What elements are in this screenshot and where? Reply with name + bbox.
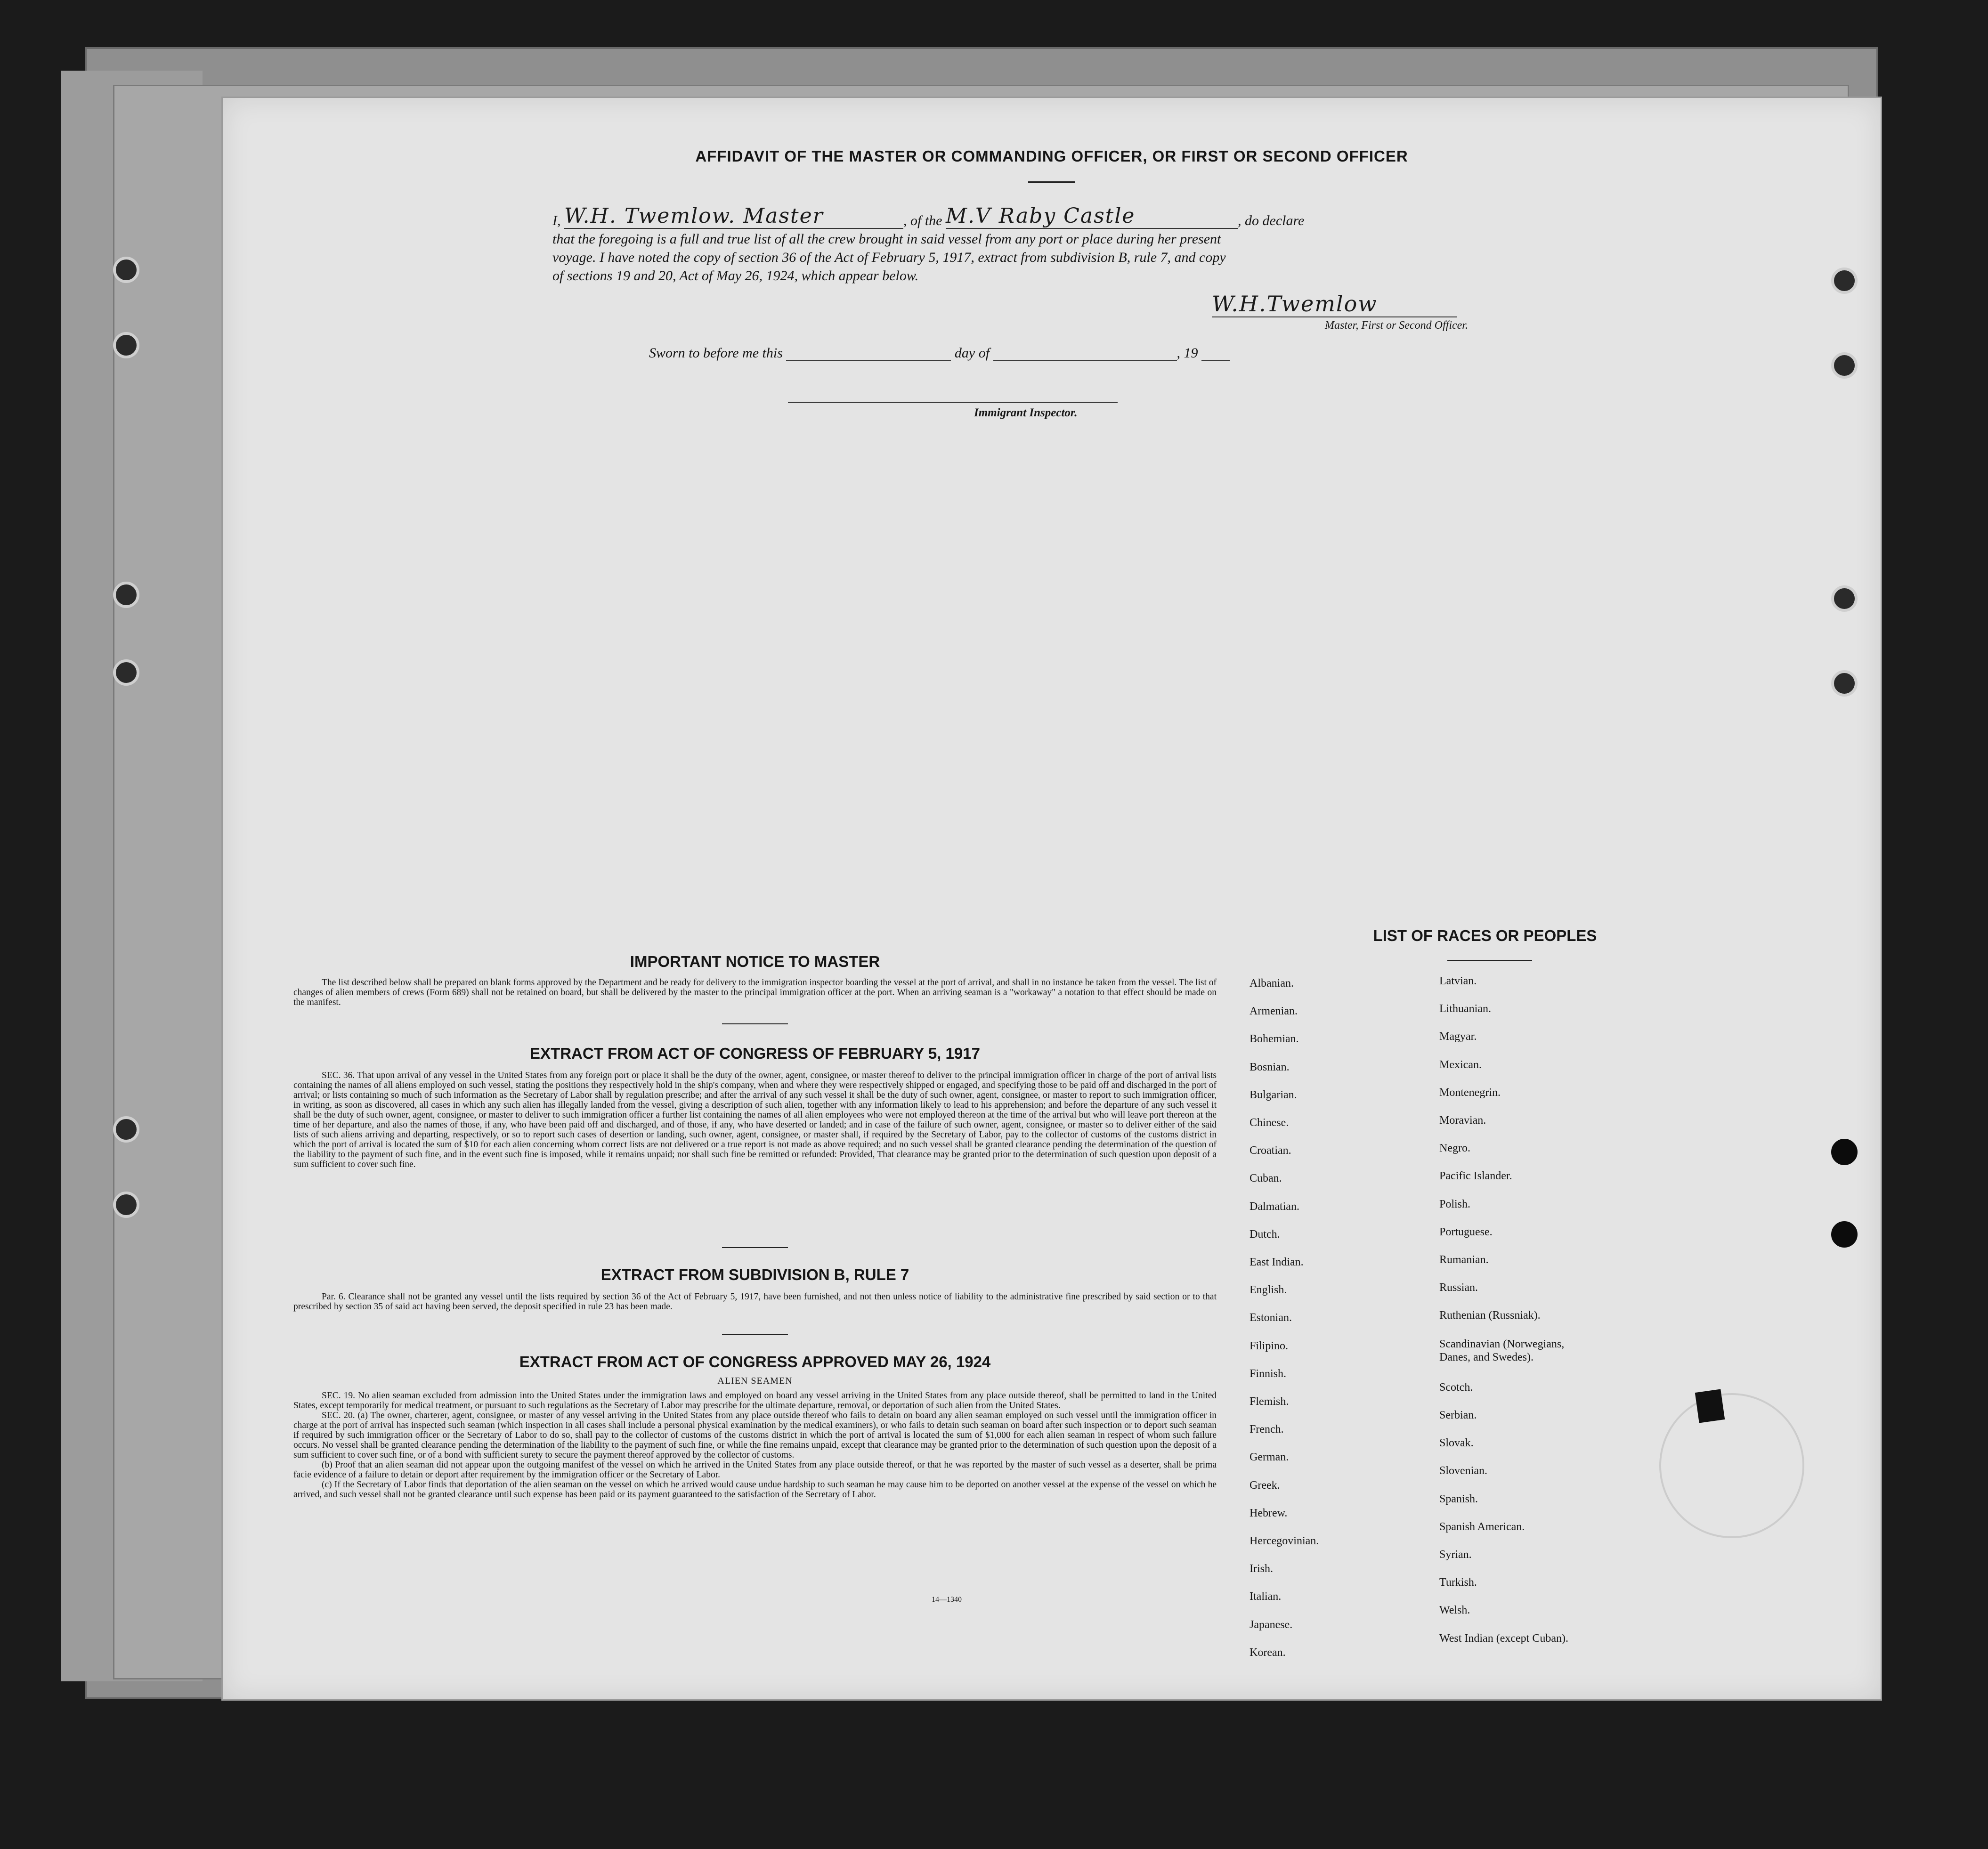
race-item: Portuguese. (1439, 1225, 1493, 1238)
binder-hole (113, 659, 139, 686)
binder-hole (113, 332, 139, 358)
rule-7-title: EXTRACT FROM SUBDIVISION B, RULE 7 (600, 1266, 909, 1283)
extract-1924-body (293, 1391, 1217, 1500)
race-item: Filipino. (1250, 1339, 1289, 1352)
race-item: Hebrew. (1250, 1507, 1288, 1519)
race-item: Italian. (1250, 1590, 1282, 1603)
punch-hole (1831, 585, 1858, 612)
inspector-caption: Immigrant Inspector. (974, 406, 1078, 419)
race-item: Scandinavian (Norwegians, Danes, and Swedes). (1439, 1338, 1565, 1363)
extract-1924-title: EXTRACT FROM ACT OF CONGRESS APPROVED MAY 26, 1924 (519, 1353, 991, 1371)
race-item: Ruthenian (Russniak). (1439, 1309, 1541, 1322)
race-item: Finnish. (1250, 1367, 1287, 1380)
divider (722, 1334, 788, 1335)
title-underline (1028, 181, 1075, 183)
sworn-date-blank (786, 360, 951, 361)
signature-caption: Master, First or Second Officer. (1325, 319, 1468, 332)
affidavit-title: AFFIDAVIT OF THE MASTER OR COMMANDING OFFICER, OR FIRST OR SECOND OFFICER (695, 147, 1408, 165)
rule-7-text: Par. 6. Clearance shall not be granted any vessel until the lists required by section 36 of the Act of February 5, 1917, have been furnished, and not then unless notice of liability to the administrative fine prescribed by said section or to that prescribed by section 35 of said act having been served, the deposit specified in rule 23 has been made. (293, 1292, 1217, 1312)
race-item: Dalmatian. (1250, 1200, 1299, 1213)
sworn-line: Sworn to before me this day of , 19 (649, 345, 1230, 361)
race-item: Moravian. (1439, 1114, 1486, 1127)
race-item: Albanian. (1250, 977, 1294, 989)
extract-1924-subtitle: ALIEN SEAMEN (717, 1376, 793, 1386)
race-item: Irish. (1250, 1563, 1273, 1575)
race-item: Bohemian. (1250, 1033, 1299, 1046)
race-item: Negro. (1439, 1142, 1470, 1155)
race-item: Scotch. (1439, 1381, 1473, 1394)
race-item: Spanish American. (1439, 1520, 1525, 1533)
race-item: Serbian. (1439, 1409, 1477, 1421)
sec-20b-paragraph: (b) Proof that an alien seaman did not appear upon the outgoing manifest of the vessel on which he arrived in the United States from any place outside thereof, or that he was reported by the master of such vessel as a deserter, shall be prima facie evidence of a failure to detain or deport after requirement by the immigration officer or the Secretary of Labor. (293, 1460, 1217, 1480)
race-item: Bulgarian. (1250, 1088, 1297, 1101)
divider (722, 1023, 788, 1024)
binder-hole (113, 1192, 139, 1218)
sec-20c-paragraph: (c) If the Secretary of Labor finds that deportation of the alien seaman on the vessel on which he arrived would cause undue hardship to such seaman he may cause him to be deported on another vessel at the expense of the vessel on which he arrived, and such vessel shall not be granted clearance until such expense has been paid or its payment guaranteed to the satisfaction of the Secretary of Labor. (293, 1480, 1217, 1500)
race-item: Magyar. (1439, 1030, 1477, 1043)
sec-20a-paragraph: SEC. 20. (a) The owner, charterer, agent, consignee, or master of any vessel arriving in the United States from any place outside thereof who fails to detain on board any alien seaman employed on such vessel until the immigration officer in charge at the port of arrival has inspected such seaman (which inspection in all cases shall include a personal physical examination by the medical examiners), or who fails to detain such seaman on board after such inspection or to deport such seaman if required by such immigration officer or the Secretary of Labor to do so, shall pay to the collector of customs of the customs district in which the port of arrival is located the sum of $1,000 for each alien seaman in respect of whom such failure occurs. No vessel shall be granted clearance pending the determination of the liability to the payment of such fine, or while the fine remains unpaid, except that clearance may be granted prior to the determination of such question upon the deposit of a sum sufficient to cover such fine, or of a bond with sufficient surety to secure the payment thereof approved by the collector of customs. (293, 1411, 1217, 1460)
master-signature: W.H.Twemlow (1212, 291, 1457, 317)
race-item: Dutch. (1250, 1228, 1280, 1241)
affidavit-line-3: voyage. I have noted the copy of section 36 of the Act of February 5, 1917, extract from subdivision B, rule 7, and copy (552, 250, 1226, 265)
extract-1917-text: SEC. 36. That upon arrival of any vessel in the United States from any foreign port or place it shall be the duty of the owner, agent, consignee, or master thereof to deliver to the principal immigration officer in charge of the port of arrival lists containing the names of all aliens employed on such vessel, stating the positions they respectively hold in the ship's company, when and where they were respectively shipped or engaged, and specifying those to be paid off and discharged in the port of arrival; or lists containing so much of such information as the Secretary of Labor shall by regulation prescribe; and after the arrival of any such vessel it shall be the duty of such owner, agent, consignee, or master to report to such immigration officer, in writing, as soon as discovered, all cases in which any such alien has illegally landed from the vessel, giving a description of such alien, together with any information likely to lead to his apprehension; and before the departure of any such vessel it shall be the duty of such owner, agent, consignee, or master to deliver to such immigration officer a further list containing the names of all alien employees who were not employed thereon at the time of the arrival but who will leave port thereon at the time of her departure, and also the names of those, if any, who have been paid off and discharged, and of those, if any, who have deserted or landed; and in case of the failure of such owner, agent, consignee, or master so to deliver either of the said lists of such aliens arriving and departing, respectively, or so to report such cases of desertion or landing, such owner, agent, consignee, or master shall, if required by the Secretary of Labor, pay to the collector of customs of the customs district in which the port of arrival is located the sum of $10 for each alien concerning whom correct lists are not delivered or a true report is not made as above required; and no such vessel shall be granted clearance pending the determination of the question of the liability to the payment of such fine, and in the event such fine is imposed, while it remains unpaid; nor shall such fine be remitted or refunded: Provided, That clearance may be granted prior to the determination of such question upon deposit of a sum sufficient to cover such fine. (293, 1070, 1217, 1169)
vessel-name-handwritten: M.V Raby Castle (946, 204, 1238, 229)
race-item: Slovenian. (1439, 1465, 1487, 1477)
race-item: French. (1250, 1423, 1284, 1436)
inspector-signature-line (788, 402, 1118, 403)
race-item: Montenegrin. (1439, 1086, 1501, 1099)
race-item: Turkish. (1439, 1576, 1477, 1589)
punch-hole (1831, 268, 1858, 294)
faded-seal-stamp (1659, 1393, 1804, 1538)
race-item: Croatian. (1250, 1144, 1291, 1157)
race-item: Mexican. (1439, 1058, 1482, 1071)
race-item: Latvian. (1439, 975, 1477, 987)
race-item: Welsh. (1439, 1604, 1470, 1617)
race-item: Armenian. (1250, 1005, 1298, 1018)
notice-text: The list described below shall be prepared on blank forms approved by the Department and be ready for delivery to the immigration inspector boarding the vessel at the port of arrival, and shall in no instance be taken from the vessel. The list of changes of alien members of crews (Form 689) shall not be retained on board, but shall be delivered by the master to the principal immigration officer at the port. When an arriving seaman is a "workaway" a notation to that effect should be made on the manifest. (293, 978, 1217, 1007)
race-item: West Indian (except Cuban). (1439, 1632, 1568, 1645)
race-item: Spanish. (1439, 1492, 1478, 1505)
race-item: East Indian. (1250, 1256, 1304, 1268)
divider (722, 1247, 788, 1248)
race-item: Hercegovinian. (1250, 1535, 1319, 1547)
races-title: LIST OF RACES OR PEOPLES (1373, 927, 1597, 944)
race-item: Cuban. (1250, 1172, 1282, 1185)
affidavit-line-1: I, W.H. Twemlow. Master , of the M.V Raby Castle , do declare (552, 204, 1305, 228)
document-page (221, 97, 1882, 1701)
race-item: Russian. (1439, 1281, 1478, 1294)
race-item: Japanese. (1250, 1618, 1293, 1631)
race-item: English. (1250, 1284, 1287, 1297)
race-item: Polish. (1439, 1198, 1471, 1210)
binder-hole (113, 1116, 139, 1143)
sworn-month-blank (993, 360, 1177, 361)
race-item: Rumanian. (1439, 1254, 1489, 1266)
punch-hole (1831, 352, 1858, 379)
race-item: Estonian. (1250, 1312, 1292, 1324)
ink-blot (1695, 1389, 1725, 1423)
race-item: Flemish. (1250, 1395, 1289, 1408)
affidavit-line-4: of sections 19 and 20, Act of May 26, 1924, which appear below. (552, 268, 919, 284)
sec-19-paragraph: SEC. 19. No alien seaman excluded from admission into the United States under the immigration laws and employed on board any vessel arriving in the United States from any place outside thereof, shall be permitted to land in the United States, except temporarily for medical treatment, or pursuant to such regulations as the Secretary of Labor may prescribe for the ultimate departure, removal, or deportation of such alien from the United States. (293, 1391, 1217, 1411)
binder-hole (113, 582, 139, 608)
punch-hole (1831, 1139, 1858, 1165)
race-item: German. (1250, 1451, 1289, 1464)
binder-hole (113, 257, 139, 283)
form-number: 14—1340 (932, 1596, 962, 1604)
punch-hole (1831, 1221, 1858, 1248)
divider (1447, 960, 1532, 961)
race-item: Korean. (1250, 1646, 1286, 1659)
race-item: Pacific Islander. (1439, 1170, 1512, 1183)
race-item: Greek. (1250, 1479, 1280, 1492)
notice-title: IMPORTANT NOTICE TO MASTER (630, 953, 880, 970)
race-item: Chinese. (1250, 1117, 1289, 1129)
race-item: Syrian. (1439, 1549, 1472, 1561)
punch-hole (1831, 670, 1858, 697)
affidavit-line-2: that the foregoing is a full and true list of all the crew brought in said vessel from any port or place during her present (552, 231, 1221, 247)
master-name-handwritten: W.H. Twemlow. Master (564, 204, 903, 229)
race-item: Lithuanian. (1439, 1003, 1491, 1015)
sworn-year-blank (1201, 360, 1230, 361)
race-item: Slovak. (1439, 1437, 1474, 1450)
extract-1917-title: EXTRACT FROM ACT OF CONGRESS OF FEBRUARY 5, 1917 (530, 1045, 980, 1062)
race-item: Bosnian. (1250, 1061, 1290, 1073)
